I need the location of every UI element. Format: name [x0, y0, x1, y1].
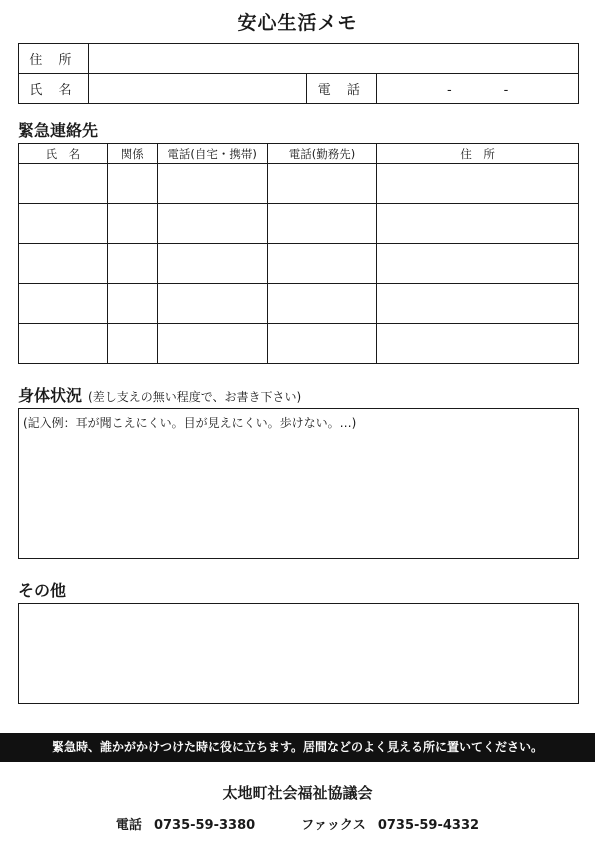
phone-separators: - -: [446, 83, 509, 98]
other-heading: その他: [18, 581, 67, 600]
organization-name: 太地町社会福祉協議会: [222, 784, 373, 802]
table-row: [19, 204, 579, 244]
col-work-phone: 電話(勤務先): [267, 144, 377, 164]
phone-label-footer: 電話: [115, 818, 142, 833]
col-home-phone: 電話(自宅・携帯): [157, 144, 267, 164]
table-row: [19, 324, 579, 364]
phone-label: 電 話: [307, 74, 377, 104]
cell[interactable]: [267, 284, 377, 324]
physical-heading: [18, 383, 301, 406]
cell[interactable]: [107, 204, 157, 244]
cell[interactable]: [157, 204, 267, 244]
cell[interactable]: [267, 164, 377, 204]
cell[interactable]: [107, 164, 157, 204]
fax-label: ファックス: [301, 818, 366, 833]
phone-field[interactable]: [377, 74, 579, 104]
cell[interactable]: [107, 244, 157, 284]
col-name: 氏 名: [19, 144, 108, 164]
cell[interactable]: [377, 244, 579, 284]
contacts-header-row: [19, 144, 579, 164]
physical-note: (差し支えの無い程度で、お書き下さい): [88, 390, 302, 404]
table-row: [19, 164, 579, 204]
cell[interactable]: [157, 324, 267, 364]
cell[interactable]: [19, 164, 108, 204]
cell[interactable]: [267, 204, 377, 244]
cell[interactable]: [267, 244, 377, 284]
name-phone-row: [19, 74, 579, 104]
page-title: 安心生活メモ: [237, 12, 358, 34]
cell[interactable]: [377, 164, 579, 204]
notice-banner: 緊急時、誰かがかけつけた時に役に立ちます。居間などのよく見える所に置いてください。: [0, 733, 595, 762]
address-label: 住 所: [19, 44, 89, 74]
cell[interactable]: [19, 284, 108, 324]
fax-number: 0735-59-4332: [377, 818, 480, 833]
cell[interactable]: [157, 284, 267, 324]
physical-example: (記入例：耳が聞こえにくい。目が見えにくい。歩けない。…): [23, 416, 357, 430]
name-label: 氏 名: [19, 74, 89, 104]
cell[interactable]: [107, 284, 157, 324]
emergency-heading: 緊急連絡先: [18, 121, 99, 140]
address-row: [19, 44, 579, 74]
col-relation: 関係: [107, 144, 157, 164]
physical-condition-box[interactable]: [18, 408, 579, 559]
cell[interactable]: [107, 324, 157, 364]
address-field[interactable]: [88, 44, 578, 74]
cell[interactable]: [377, 324, 579, 364]
table-row: [19, 244, 579, 284]
cell[interactable]: [377, 284, 579, 324]
cell[interactable]: [377, 204, 579, 244]
cell[interactable]: [157, 244, 267, 284]
cell[interactable]: [19, 204, 108, 244]
cell[interactable]: [19, 324, 108, 364]
name-field[interactable]: [88, 74, 307, 104]
cell[interactable]: [157, 164, 267, 204]
basic-info-table: [18, 43, 579, 104]
other-box[interactable]: [18, 603, 579, 704]
cell[interactable]: [267, 324, 377, 364]
contact-line: [0, 814, 595, 833]
col-address: 住 所: [377, 144, 579, 164]
emergency-contacts-table: [18, 143, 579, 364]
table-row: [19, 284, 579, 324]
phone-number: 0735-59-3380: [153, 818, 256, 833]
cell[interactable]: [19, 244, 108, 284]
physical-heading-text: 身体状況: [18, 386, 83, 405]
